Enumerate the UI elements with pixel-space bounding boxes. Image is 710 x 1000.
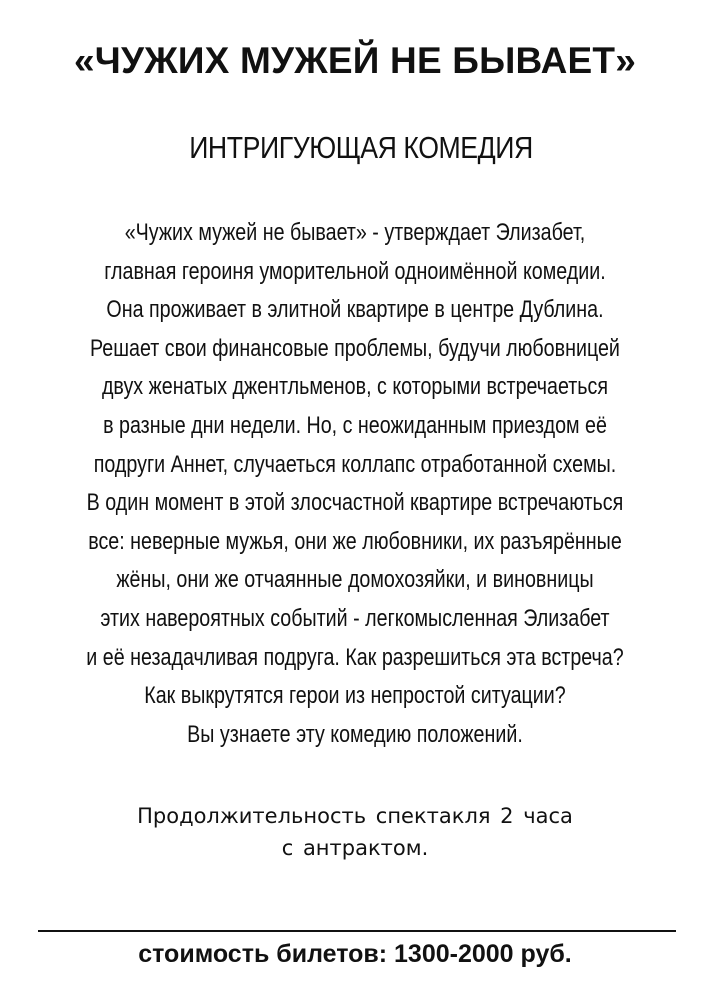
poster-title: «ЧУЖИХ МУЖЕЙ НЕ БЫВАЕТ»	[74, 40, 636, 81]
duration-line: с антрактом.	[281, 836, 429, 860]
description-line: Как выкрутятся герои из непростой ситуации?	[144, 682, 566, 710]
description-line: Она проживает в элитной квартире в центре Дублина.	[106, 296, 604, 324]
duration-line: Продолжительность спектакля 2 часа	[137, 804, 573, 828]
description-line: «Чужих мужей не бывает» - утверждает Элизабет,	[124, 219, 586, 246]
description	[0, 214, 710, 754]
description-line: В один момент в этой злосчастной квартире встречаються	[86, 489, 624, 517]
description-line: в разные дни недели. Но, с неожиданным приездом её	[103, 411, 607, 439]
description-line: жёны, они же отчаянные домохозяйки, и виновницы	[116, 566, 594, 594]
description-line: и её незадачливая подруга. Как разрешиться эта встреча?	[86, 643, 624, 671]
poster-subtitle: ИНТРИГУЮЩАЯ КОМЕДИЯ	[189, 130, 533, 165]
description-line: главная героиня уморительной одноимённой комедии.	[104, 257, 606, 285]
duration-info	[0, 800, 710, 864]
description-line: Решает свои финансовые проблемы, будучи любовницей	[90, 334, 620, 362]
ticket-price: стоимость билетов: 1300-2000 руб.	[138, 940, 572, 968]
description-line: все: неверные мужья, они же любовники, их разъярённые	[88, 527, 622, 555]
description-line: подруги Аннет, случаеться коллапс отработанной схемы.	[93, 450, 617, 478]
description-line: Вы узнаете эту комедию положений.	[187, 720, 523, 748]
description-line: этих навероятных событий - легкомысленная Элизабет	[100, 604, 610, 632]
divider-line	[38, 930, 676, 932]
description-line: двух женатых джентльменов, с которыми встречаеться	[101, 373, 609, 401]
